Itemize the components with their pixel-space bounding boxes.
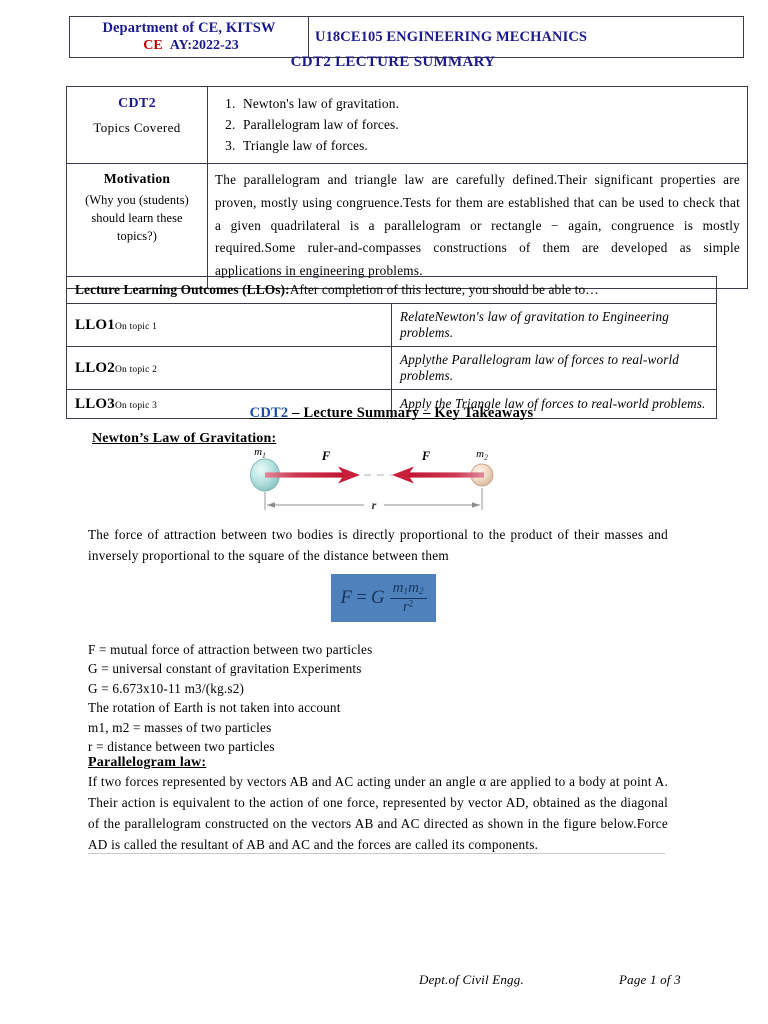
formula-denominator — [390, 598, 427, 615]
motivation-body-cell — [208, 164, 748, 289]
branch-and-year — [76, 37, 302, 55]
llo-code: LLO2 — [75, 360, 115, 376]
formula-lhs: F — [340, 587, 353, 609]
branch-code: CE — [143, 38, 163, 54]
gravitation-formula — [340, 581, 426, 615]
list-item: r = distance between two particles — [88, 739, 275, 755]
force-label-right: F — [421, 449, 431, 463]
llo-outcome-text: Apply the Triangle law of forces to real-world problems. — [392, 390, 717, 419]
newtons-law-heading: Newton’s Law of Gravitation: — [92, 431, 277, 446]
formula-constant: G — [370, 587, 385, 609]
llo-code-cell — [67, 304, 392, 347]
motivation-text: The parallelogram and triangle law are carefully defined.Their significant properties are proven, mostly using congruence.Tests for them are established that can be used to check that a given quadrilateral is a parallelogram or rectangle − again, congruence is mostly required.Some ruler-and-compasses constructions of them are developed as simple applications in engineering problems. — [215, 172, 740, 279]
topics-label-cell — [67, 87, 208, 164]
cdt-label: CDT2 — [118, 96, 156, 111]
course-title: U18CE105 ENGINEERING MECHANICS — [315, 28, 588, 45]
key-takeaways-rest: – Lecture Summary – Key Takeaways — [288, 405, 534, 421]
topics-list — [215, 94, 740, 156]
section-divider — [88, 853, 665, 854]
llo-heading-bold: Lecture Learning Outcomes (LLOs): — [75, 282, 290, 297]
mass1-label: $m_1$ — [254, 446, 266, 460]
list-item: The rotation of Earth is not taken into account — [88, 700, 341, 716]
llo-heading-cell — [67, 277, 717, 304]
gravitation-definitions — [88, 640, 372, 756]
table-row — [67, 347, 717, 390]
academic-year: AY:2022-23 — [169, 38, 239, 54]
formula-r-exp: 2 — [408, 599, 414, 610]
list-item: F = mutual force of attraction between two particles — [88, 642, 373, 657]
footer-page-number: Page 1 of 3 — [619, 972, 681, 987]
header-table — [69, 16, 744, 58]
formula-equals: = — [355, 587, 368, 609]
llo-code: LLO1 — [75, 317, 115, 333]
llo-code-cell — [67, 347, 392, 390]
llo-outcome-text: RelateNewton's law of gravitation to Engineering problems. — [392, 304, 717, 347]
motivation-sublabel: (Why you (students) should learn these topics?) — [85, 193, 189, 244]
footer-department: Dept.of Civil Engg. — [419, 972, 524, 987]
motivation-label-cell — [67, 164, 208, 289]
lecture-summary-title: CDT2 LECTURE SUMMARY — [290, 54, 496, 70]
formula-fraction — [390, 581, 427, 615]
mass2-label: $m_2$ — [476, 448, 488, 462]
formula-m2-sub: 2 — [418, 586, 424, 597]
header-department-cell — [70, 17, 309, 58]
llo-topic-ref: On topic 2 — [114, 365, 158, 375]
force-arrow-left — [265, 467, 360, 484]
header-row — [70, 17, 744, 58]
gravitation-formula-box — [331, 574, 436, 622]
formula-numerator — [390, 581, 427, 598]
formula-m1: m — [392, 579, 404, 596]
list-item: 2. Parallelogram law of forces. — [239, 115, 740, 136]
motivation-row — [67, 164, 748, 289]
topics-motivation-table — [66, 86, 748, 289]
llo-outcome-text: Applythe Parallelogram law of forces to real-world problems. — [392, 347, 717, 390]
distance-label: r — [371, 498, 377, 512]
key-takeaways-cdt2: CDT2 — [249, 405, 289, 421]
llo-heading-rest: After completion of this lecture, you should be able to… — [289, 282, 599, 297]
motivation-label: Motivation — [103, 171, 171, 187]
topics-row — [67, 87, 748, 164]
parallelogram-law-heading: Parallelogram law: — [88, 755, 207, 770]
table-row — [67, 304, 717, 347]
header-course-cell — [309, 17, 744, 58]
list-item: 3. Triangle law of forces. — [239, 136, 740, 157]
topics-covered-label: Topics Covered — [93, 120, 181, 135]
learning-outcomes-table — [66, 276, 717, 419]
llo-topic-ref: On topic 1 — [114, 322, 158, 332]
force-label-left: F — [321, 449, 331, 463]
list-item: 1. Newton's law of gravitation. — [239, 94, 740, 115]
department-name: Department of CE, KITSW — [102, 20, 276, 36]
force-arrow-right — [392, 467, 484, 484]
formula-m1-sub: 1 — [403, 586, 409, 597]
key-takeaways-title — [66, 405, 717, 422]
llo-code: LLO3 — [75, 396, 115, 412]
list-item: G = universal constant of gravitation Experiments — [88, 661, 362, 677]
gravitation-diagram — [238, 444, 510, 516]
llo-topic-ref: On topic 3 — [114, 401, 158, 411]
formula-m2: m — [408, 579, 419, 596]
list-item: m1, m2 = masses of two particles — [88, 719, 272, 735]
formula-r: r — [402, 599, 409, 616]
parallelogram-law-body: If two forces represented by vectors AB and AC acting under an angle α are applied to a body at point A. Their action is equivalent to the action of one force, represented by vector AD, obtained as the diagonal of the parallelogram constructed on the vectors AB and AC directed as shown in the figure below.Force AD is called the resultant of AB and AC and the forces are called its components. — [88, 774, 668, 853]
llo-heading-row — [67, 277, 717, 304]
gravitation-statement: The force of attraction between two bodies is directly proportional to the product of their masses and inversely proportional to the square of the distance between them — [88, 527, 668, 564]
list-item: G = 6.673x10-11 m3/(kg.s2) — [88, 680, 245, 696]
topics-list-cell — [208, 87, 748, 164]
